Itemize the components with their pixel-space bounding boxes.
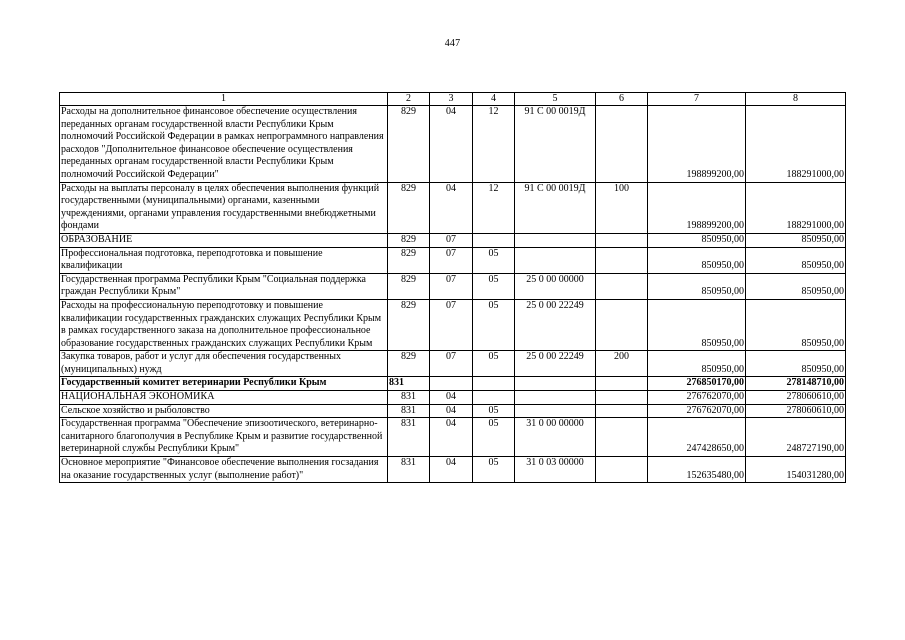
table-row (60, 457, 846, 483)
row-expense-type (596, 457, 648, 483)
row-subsection-code: 05 (473, 299, 515, 350)
row-section-code: 04 (430, 106, 473, 183)
row-expense-type (596, 106, 648, 183)
row-subsection-code: 05 (473, 418, 515, 457)
header-cell: 4 (473, 93, 515, 106)
row-section-code: 04 (430, 418, 473, 457)
header-cell: 7 (648, 93, 746, 106)
row-target-code (515, 247, 596, 273)
row-target-code: 31 0 03 00000 (515, 457, 596, 483)
row-amount-col8: 278148710,00 (746, 377, 846, 391)
row-amount-col7: 850950,00 (648, 247, 746, 273)
row-target-code: 91 С 00 0019Д (515, 182, 596, 233)
row-target-code (515, 391, 596, 405)
header-cell: 2 (388, 93, 430, 106)
row-amount-col7: 152635480,00 (648, 457, 746, 483)
header-row (60, 93, 846, 106)
row-expense-type (596, 377, 648, 391)
row-ministry-code: 831 (388, 418, 430, 457)
table-row (60, 404, 846, 418)
row-amount-col8: 188291000,00 (746, 182, 846, 233)
row-subsection-code: 12 (473, 106, 515, 183)
table-body (60, 106, 846, 483)
table-row (60, 247, 846, 273)
row-subsection-code: 05 (473, 247, 515, 273)
row-name: НАЦИОНАЛЬНАЯ ЭКОНОМИКА (60, 391, 388, 405)
row-ministry-code: 831 (388, 404, 430, 418)
row-amount-col7: 276850170,00 (648, 377, 746, 391)
row-target-code (515, 404, 596, 418)
table-row (60, 182, 846, 233)
row-amount-col8: 850950,00 (746, 233, 846, 247)
row-section-code: 07 (430, 247, 473, 273)
row-name: Государственный комитет ветеринарии Республики Крым (60, 377, 388, 391)
row-target-code: 25 0 00 22249 (515, 351, 596, 377)
row-expense-type: 100 (596, 182, 648, 233)
row-name: Государственная программа Республики Крым "Социальная поддержка граждан Республики Крым" (60, 273, 388, 299)
row-name: Расходы на профессиональную переподготовку и повышение квалификации государственных гражданских служащих Республики Крым в рамках государственного заказа на дополнительное профессиональное образование государственных гражданских служащих Республики Крым (60, 299, 388, 350)
row-expense-type: 200 (596, 351, 648, 377)
table-row (60, 377, 846, 391)
row-name: Профессиональная подготовка, переподготовка и повышение квалификации (60, 247, 388, 273)
row-subsection-code (473, 233, 515, 247)
row-section-code: 07 (430, 351, 473, 377)
row-subsection-code (473, 377, 515, 391)
row-amount-col8: 278060610,00 (746, 404, 846, 418)
row-subsection-code: 05 (473, 404, 515, 418)
row-section-code (430, 377, 473, 391)
table-row (60, 106, 846, 183)
row-subsection-code: 05 (473, 457, 515, 483)
row-ministry-code: 829 (388, 233, 430, 247)
row-ministry-code: 829 (388, 182, 430, 233)
row-name: Государственная программа "Обеспечение эпизоотического, ветеринарно-санитарного благополучия в Республике Крым и развитие государственной ветеринарной службы Республики Крым" (60, 418, 388, 457)
table-row (60, 418, 846, 457)
row-subsection-code: 05 (473, 273, 515, 299)
row-name: Расходы на дополнительное финансовое обеспечение осуществления переданных органам государственной власти Республики Крым полномочий Российской Федерации в рамках непрограммного направления расходов "Дополнительное финансовое обеспечение осуществления переданных органам государственной власти Республики Крым полномочий Российской Федерации" (60, 106, 388, 183)
row-expense-type (596, 418, 648, 457)
row-ministry-code: 829 (388, 106, 430, 183)
row-subsection-code: 05 (473, 351, 515, 377)
row-expense-type (596, 391, 648, 405)
row-amount-col8: 188291000,00 (746, 106, 846, 183)
row-target-code (515, 377, 596, 391)
header-cell: 6 (596, 93, 648, 106)
row-amount-col8: 850950,00 (746, 351, 846, 377)
header-cell: 5 (515, 93, 596, 106)
row-amount-col7: 276762070,00 (648, 404, 746, 418)
table-row (60, 233, 846, 247)
row-section-code: 04 (430, 457, 473, 483)
row-amount-col8: 850950,00 (746, 273, 846, 299)
row-amount-col8: 154031280,00 (746, 457, 846, 483)
row-ministry-code: 831 (388, 391, 430, 405)
row-name: Сельское хозяйство и рыболовство (60, 404, 388, 418)
row-expense-type (596, 247, 648, 273)
row-ministry-code: 829 (388, 299, 430, 350)
table-row (60, 391, 846, 405)
row-section-code: 07 (430, 299, 473, 350)
row-target-code (515, 233, 596, 247)
row-expense-type (596, 404, 648, 418)
row-amount-col7: 198899200,00 (648, 182, 746, 233)
row-amount-col7: 850950,00 (648, 351, 746, 377)
row-section-code: 07 (430, 233, 473, 247)
row-expense-type (596, 273, 648, 299)
row-section-code: 04 (430, 182, 473, 233)
row-amount-col7: 850950,00 (648, 233, 746, 247)
row-amount-col8: 850950,00 (746, 299, 846, 350)
row-amount-col7: 247428650,00 (648, 418, 746, 457)
row-subsection-code (473, 391, 515, 405)
row-amount-col8: 278060610,00 (746, 391, 846, 405)
table-row (60, 351, 846, 377)
row-ministry-code: 829 (388, 273, 430, 299)
row-ministry-code: 829 (388, 247, 430, 273)
row-name: Основное мероприятие "Финансовое обеспечение выполнения госзадания на оказание государственных услуг (выполнение работ)" (60, 457, 388, 483)
row-section-code: 07 (430, 273, 473, 299)
table-row (60, 273, 846, 299)
row-target-code: 31 0 00 00000 (515, 418, 596, 457)
row-target-code: 25 0 00 22249 (515, 299, 596, 350)
row-amount-col7: 850950,00 (648, 299, 746, 350)
row-expense-type (596, 233, 648, 247)
header-cell: 1 (60, 93, 388, 106)
row-amount-col7: 276762070,00 (648, 391, 746, 405)
page-number: 447 (444, 38, 461, 49)
row-amount-col7: 198899200,00 (648, 106, 746, 183)
row-subsection-code: 12 (473, 182, 515, 233)
row-name: ОБРАЗОВАНИЕ (60, 233, 388, 247)
row-target-code: 25 0 00 00000 (515, 273, 596, 299)
row-ministry-code: 831 (388, 457, 430, 483)
row-name: Закупка товаров, работ и услуг для обеспечения государственных (муниципальных) нужд (60, 351, 388, 377)
row-amount-col8: 850950,00 (746, 247, 846, 273)
row-name: Расходы на выплаты персоналу в целях обеспечения выполнения функций государственными (муниципальными) органами, казенными учреждениями, органами управления государственными внебюджетными фондами (60, 182, 388, 233)
row-ministry-code: 831 (388, 377, 430, 391)
header-cell: 8 (746, 93, 846, 106)
header-cell: 3 (430, 93, 473, 106)
row-amount-col8: 248727190,00 (746, 418, 846, 457)
row-ministry-code: 829 (388, 351, 430, 377)
row-section-code: 04 (430, 404, 473, 418)
row-amount-col7: 850950,00 (648, 273, 746, 299)
table-row (60, 299, 846, 350)
budget-table (59, 92, 846, 483)
row-section-code: 04 (430, 391, 473, 405)
row-expense-type (596, 299, 648, 350)
row-target-code: 91 С 00 0019Д (515, 106, 596, 183)
